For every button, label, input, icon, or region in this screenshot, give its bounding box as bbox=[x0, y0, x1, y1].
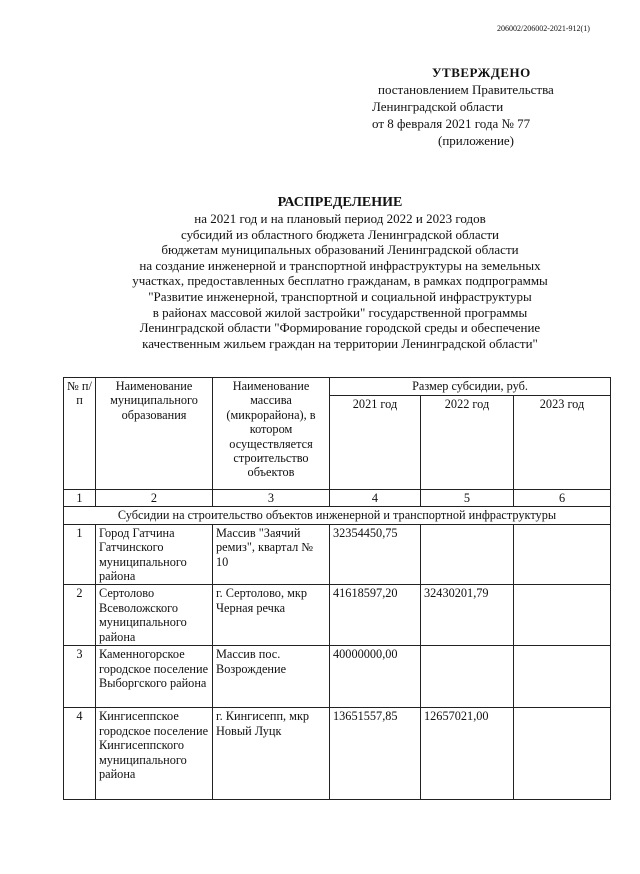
table-row bbox=[64, 646, 611, 708]
row-2023 bbox=[514, 646, 611, 708]
table-row bbox=[64, 708, 611, 800]
col-number: 3 bbox=[213, 490, 330, 507]
row-num: 4 bbox=[64, 708, 96, 800]
approval-line: Ленинградской области bbox=[372, 99, 504, 114]
row-2023 bbox=[514, 585, 611, 646]
title-line: "Развитие инженерной, транспортной и социальной инфраструктуры bbox=[148, 288, 532, 304]
title-line: на создание инженерной и транспортной инфраструктуры на земельных bbox=[139, 257, 541, 273]
table-row bbox=[64, 585, 611, 646]
row-municipality: Сертолово Всеволожского муниципального района bbox=[96, 585, 213, 646]
row-2023 bbox=[514, 524, 611, 585]
row-massif: Массив "Заячий ремиз", квартал № 10 bbox=[213, 524, 330, 585]
title-line: в районах массовой жилой застройки" государственной программы bbox=[152, 304, 528, 320]
section-title: Субсидии на строительство объектов инженерной и транспортной инфраструктуры bbox=[64, 507, 611, 524]
col-number: 1 bbox=[64, 490, 96, 507]
approval-line: постановлением Правительства bbox=[378, 82, 554, 97]
approval-line: (приложение) bbox=[438, 133, 515, 148]
row-2021: 41618597,20 bbox=[330, 585, 421, 646]
header-2023: 2023 год bbox=[514, 396, 611, 490]
col-number: 2 bbox=[96, 490, 213, 507]
document-title bbox=[80, 194, 600, 351]
col-number: 4 bbox=[330, 490, 421, 507]
row-2021: 32354450,75 bbox=[330, 524, 421, 585]
row-2022: 32430201,79 bbox=[421, 585, 514, 646]
header-2021: 2021 год bbox=[330, 396, 421, 490]
header-massif: Наименование массива (микрорайона), в котором осуществляется строительство объектов bbox=[213, 378, 330, 490]
table-row bbox=[64, 524, 611, 585]
row-2022: 12657021,00 bbox=[421, 708, 514, 800]
row-massif: г. Кингисепп, мкр Новый Луцк bbox=[213, 708, 330, 800]
header-num: № п/п bbox=[64, 378, 96, 490]
approval-block bbox=[372, 64, 622, 149]
header-subsidy: Размер субсидии, руб. bbox=[330, 378, 611, 396]
row-num: 1 bbox=[64, 524, 96, 585]
row-2022 bbox=[421, 646, 514, 708]
title-line: на 2021 год и на плановый период 2022 и 2023 годов bbox=[194, 211, 486, 226]
title-line: субсидий из областного бюджета Ленинградской области bbox=[181, 226, 499, 242]
approval-line: от 8 февраля 2021 года № 77 bbox=[372, 116, 531, 131]
row-num: 3 bbox=[64, 646, 96, 708]
approval-title: УТВЕРЖДЕНО bbox=[432, 65, 531, 80]
header-municipality: Наименование муниципального образования bbox=[96, 378, 213, 490]
title-line: бюджетам муниципальных образований Ленинградской области bbox=[161, 242, 519, 258]
title-line: участках, предоставленных бесплатно гражданам, в рамках подпрограммы bbox=[132, 273, 548, 289]
row-num: 2 bbox=[64, 585, 96, 646]
row-massif: г. Сертолово, мкр Черная речка bbox=[213, 585, 330, 646]
col-number: 5 bbox=[421, 490, 514, 507]
row-2022 bbox=[421, 524, 514, 585]
row-municipality: Город Гатчина Гатчинского муниципального района bbox=[96, 524, 213, 585]
row-2021: 40000000,00 bbox=[330, 646, 421, 708]
title-heading: РАСПРЕДЕЛЕНИЕ bbox=[277, 195, 403, 210]
header-2022: 2022 год bbox=[421, 396, 514, 490]
row-municipality: Кингисеппское городское поселение Кингисеппского муниципального района bbox=[96, 708, 213, 800]
row-2023 bbox=[514, 708, 611, 800]
row-2021: 13651557,85 bbox=[330, 708, 421, 800]
subsidy-table bbox=[63, 377, 611, 800]
title-line: качественным жильем граждан на территории Ленинградской области" bbox=[142, 335, 538, 351]
row-massif: Массив пос. Возрождение bbox=[213, 646, 330, 708]
row-municipality: Каменногорское городское поселение Выборгского района bbox=[96, 646, 213, 708]
col-number: 6 bbox=[514, 490, 611, 507]
title-line: Ленинградской области "Формирование городской среды и обеспечение bbox=[139, 320, 541, 336]
document-id: 206002/206002-2021-912(1) bbox=[497, 24, 590, 33]
